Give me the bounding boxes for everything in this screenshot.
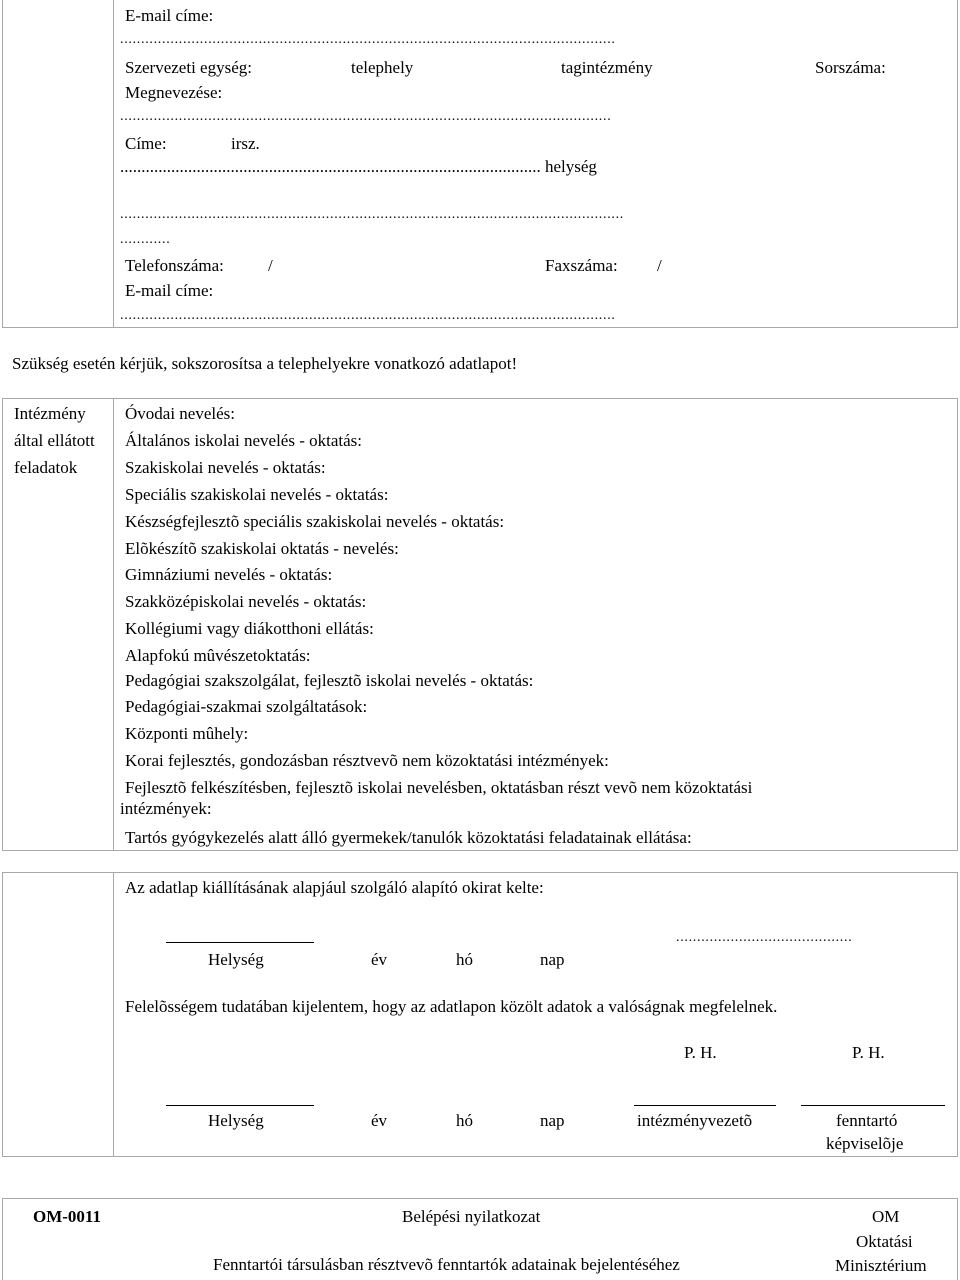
helyseg-line[interactable]: ................................................................................................... helység (120, 157, 597, 176)
cime-label: Címe: (125, 134, 167, 153)
top-left-border (2, 0, 3, 328)
ph-stamp-1: P. H. (684, 1043, 717, 1062)
task-item[interactable]: Alapfokú mûvészetoktatás: (125, 646, 311, 665)
maintainer-label: fenntartó (836, 1111, 898, 1130)
ph-stamp-2: P. H. (852, 1043, 885, 1062)
decl-top-border (2, 872, 958, 873)
megnevezese-dots[interactable]: ..................................................................................................................... (120, 109, 612, 124)
decl-bottom-border (2, 1156, 958, 1157)
org-unit-label: Szervezeti egység: (125, 58, 252, 77)
form-subtitle: Fenntartói társulásban résztvevõ fenntartók adatainak bejelentéséhez (213, 1255, 680, 1274)
ev-label-2: év (371, 1111, 388, 1130)
ev-label-1: év (371, 950, 388, 969)
footer-right-border (957, 1198, 958, 1280)
task-item[interactable]: Készségfejlesztõ speciális szakiskolai nevelés - oktatás: (125, 512, 505, 531)
director-signature-line[interactable] (634, 1105, 776, 1106)
responsibility-statement: Felelõsségem tudatában kijelentem, hogy az adatlapon közölt adatok a valóságnak megfelelnek. (125, 997, 778, 1016)
org-oktatasi: Oktatási (856, 1232, 913, 1251)
task-item[interactable]: Fejlesztõ felkészítésben, fejlesztõ iskolai nevelésben, oktatásban részt vevõ nem közoktatási (125, 778, 753, 797)
copy-note: Szükség esetén kérjük, sokszorosítsa a telephelyekre vonatkozó adatlapot! (12, 354, 518, 373)
task-item-continued: intézmények: (120, 799, 212, 818)
email-dots-1[interactable]: ...................................................................................................................... (120, 32, 616, 47)
tasks-inner-border (113, 398, 114, 850)
task-item[interactable]: Központi mûhely: (125, 724, 249, 743)
form-code: OM-0011 (33, 1207, 101, 1226)
form-title: Belépési nyilatkozat (402, 1207, 541, 1226)
tasks-side-label-1: Intézmény (14, 404, 86, 423)
email-label-1: E-mail címe: (125, 6, 214, 25)
task-item[interactable]: Pedagógiai-szakmai szolgáltatások: (125, 697, 368, 716)
director-label: intézményvezetõ (637, 1111, 753, 1130)
top-right-border (957, 0, 958, 328)
address-dots-1[interactable]: ........................................................................................................................ (120, 207, 624, 222)
task-item[interactable]: Általános iskolai nevelés - oktatás: (125, 431, 362, 450)
decl-right-border (957, 872, 958, 1157)
top-bottom-border (2, 327, 958, 328)
task-item[interactable]: Korai fejlesztés, gondozásban résztvevõ nem közoktatási intézmények: (125, 751, 609, 770)
decl-left-border (2, 872, 3, 1157)
email-dots-2[interactable]: ...................................................................................................................... (120, 308, 616, 323)
tagintezmeny-option[interactable]: tagintézmény (561, 58, 653, 77)
maintainer-rep-label: képviselõje (826, 1134, 904, 1153)
place-date-underline-1[interactable] (166, 942, 314, 943)
tasks-side-label-2: által ellátott (14, 431, 95, 450)
tasks-side-label-3: feladatok (14, 458, 78, 477)
helyseg-label-2: Helység (208, 1111, 264, 1130)
telephely-option[interactable]: telephely (351, 58, 414, 77)
nap-label-1: nap (540, 950, 565, 969)
maintainer-signature-line[interactable] (801, 1105, 945, 1106)
org-om: OM (872, 1207, 900, 1226)
task-item[interactable]: Speciális szakiskolai nevelés - oktatás: (125, 485, 389, 504)
tasks-right-border (957, 398, 958, 850)
helyseg-label-1: Helység (208, 950, 264, 969)
nap-label-2: nap (540, 1111, 565, 1130)
tasks-top-border (2, 398, 958, 399)
task-item[interactable]: Óvodai nevelés: (125, 404, 235, 423)
org-miniszterium: Minisztérium (835, 1256, 927, 1275)
address-dots-2[interactable]: ............ (120, 232, 171, 247)
irsz-label: irsz. (231, 134, 260, 153)
footer-top-border (2, 1198, 958, 1199)
task-item[interactable]: Szakiskolai nevelés - oktatás: (125, 458, 326, 477)
decl-inner-border (113, 872, 114, 1157)
task-item[interactable]: Tartós gyógykezelés alatt álló gyermekek/tanulók közoktatási feladatainak ellátása: (125, 828, 692, 847)
footer-left-border (2, 1198, 3, 1280)
fax-slash: / (657, 256, 662, 275)
date-dots[interactable]: .......................................... (676, 930, 853, 945)
task-item[interactable]: Pedagógiai szakszolgálat, fejlesztõ iskolai nevelés - oktatás: (125, 671, 534, 690)
ho-label-2: hó (456, 1111, 473, 1130)
telefon-slash: / (268, 256, 273, 275)
top-inner-border (113, 0, 114, 328)
sorszam-label: Sorszáma: (815, 58, 886, 77)
task-item[interactable]: Kollégiumi vagy diákotthoni ellátás: (125, 619, 374, 638)
place-date-underline-2[interactable] (166, 1105, 314, 1106)
megnevezese-label: Megnevezése: (125, 83, 223, 102)
task-item[interactable]: Gimnáziumi nevelés - oktatás: (125, 565, 333, 584)
telefon-label: Telefonszáma: (125, 256, 224, 275)
tasks-bottom-border (2, 850, 958, 851)
email-label-2: E-mail címe: (125, 281, 214, 300)
fax-label: Faxszáma: (545, 256, 618, 275)
task-item[interactable]: Szakközépiskolai nevelés - oktatás: (125, 592, 367, 611)
tasks-left-border (2, 398, 3, 850)
founding-doc-label: Az adatlap kiállításának alapjául szolgáló alapító okirat kelte: (125, 878, 544, 897)
task-item[interactable]: Elõkészítõ szakiskolai oktatás - nevelés: (125, 539, 399, 558)
ho-label-1: hó (456, 950, 473, 969)
